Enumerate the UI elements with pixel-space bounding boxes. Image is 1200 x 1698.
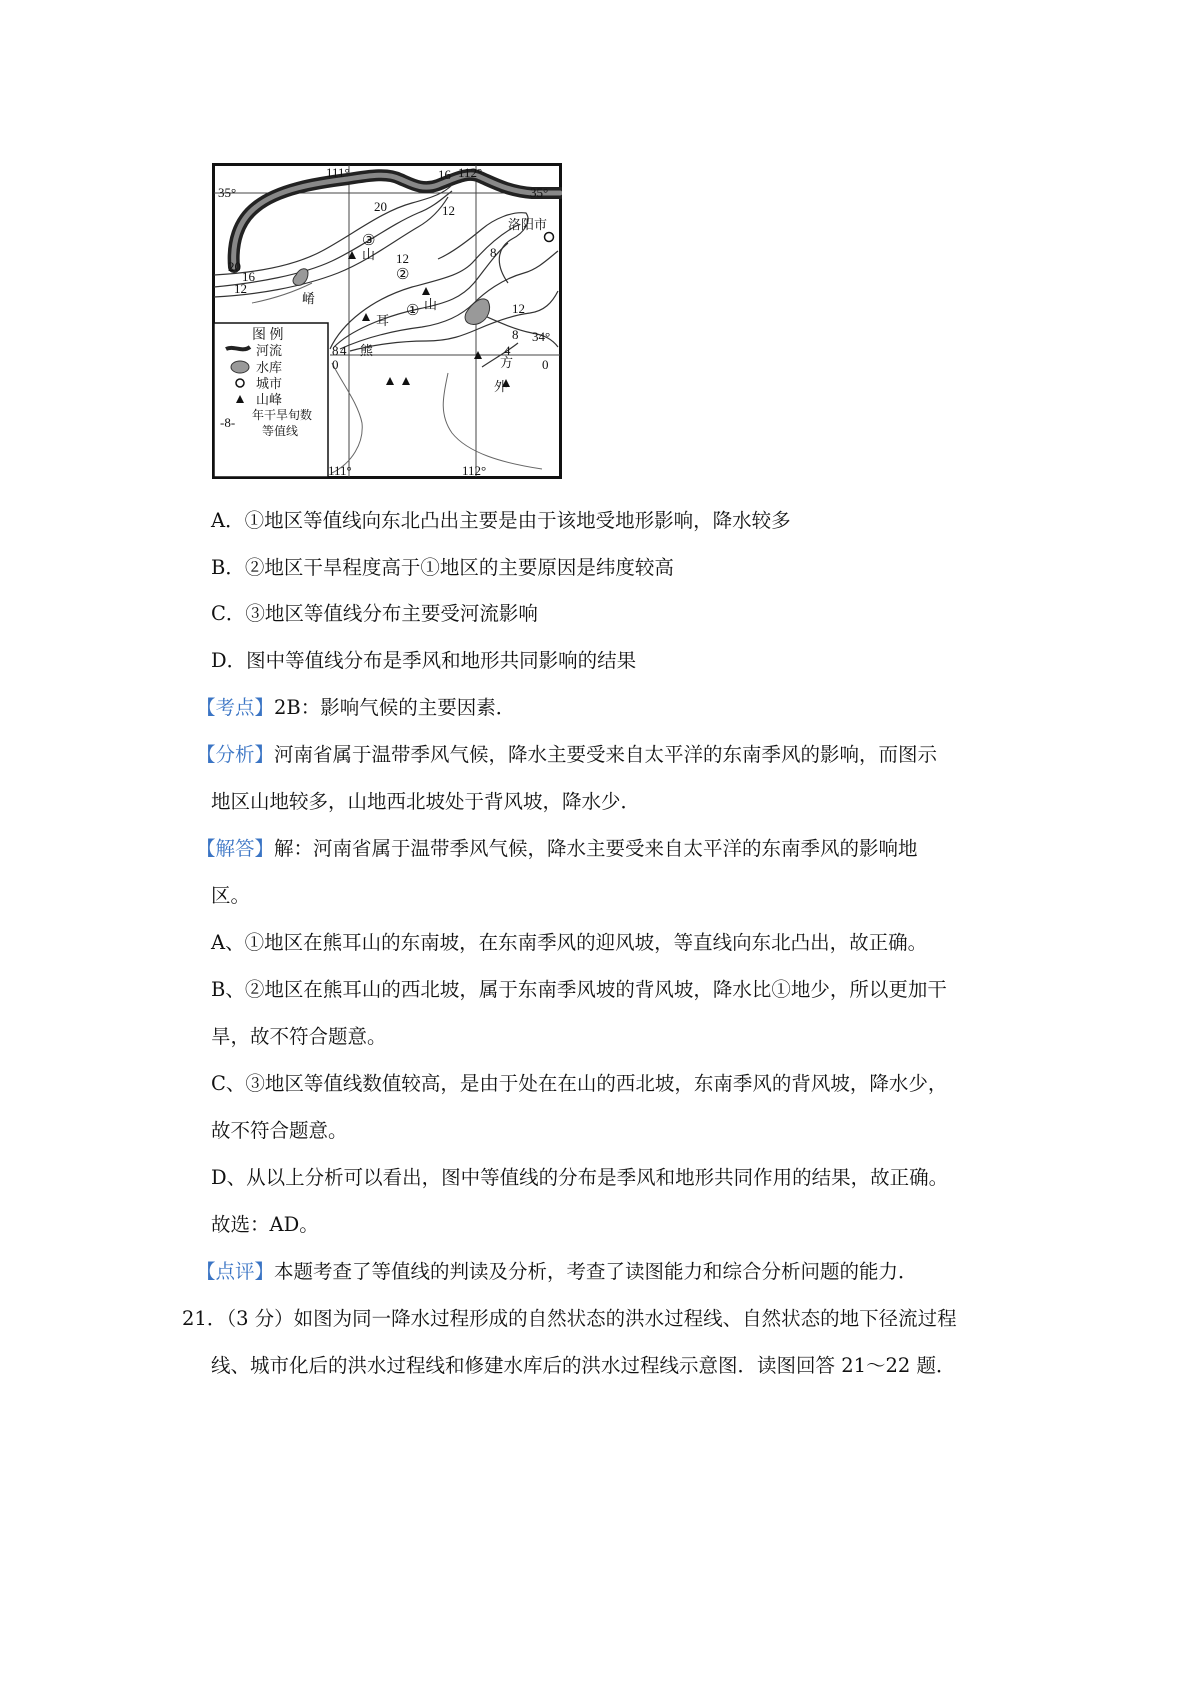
- kaodian-tag: 【考点】: [196, 696, 275, 719]
- kaodian-line: [196, 695, 515, 721]
- legend-contour-sample: -8-: [220, 415, 236, 430]
- lat-label-35-right: 35°: [530, 185, 549, 200]
- contour-value: 8: [512, 327, 519, 342]
- contour-value: 8: [490, 245, 497, 260]
- place-label-er: 耳: [376, 313, 390, 328]
- option-d: D．图中等值线分布是季风和地形共同影响的结果: [211, 649, 637, 672]
- kaodian-text: 2B：影响气候的主要因素．: [274, 696, 516, 719]
- jieda-b-2: 旱，故不符合题意。: [211, 1025, 387, 1048]
- dianping-text: 本题考查了等值线的判读及分析，考查了读图能力和综合分析问题的能力．: [274, 1260, 918, 1283]
- jieda-b-1: B、②地区在熊耳山的西北坡，属于东南季风坡的背风坡，降水比①地少，所以更加干: [211, 978, 947, 1001]
- city-label-luoyang: 洛阳市: [508, 217, 548, 232]
- lat-label-34: 34°: [532, 329, 551, 344]
- contour-value: 4: [340, 343, 347, 358]
- lon-label-112-top: 112°: [458, 165, 483, 180]
- place-label-shan: 山: [424, 297, 438, 312]
- fenxi-line-2: 地区山地较多，山地西北坡处于背风坡，降水少．: [211, 790, 641, 813]
- jieda-line-1: [196, 836, 918, 862]
- river-icon: [226, 347, 250, 349]
- contour-value: 0: [332, 357, 339, 372]
- contour-value: 12: [512, 301, 525, 316]
- circled-2: ②: [396, 267, 410, 283]
- option-c: C．③地区等值线分布主要受河流影响: [211, 602, 538, 625]
- legend-item-river: 河流: [256, 343, 283, 358]
- contour-value: 12: [396, 251, 409, 266]
- legend-title: 图 例: [252, 328, 284, 343]
- reservoir-icon: [231, 361, 249, 373]
- lat-label-35-left: 35°: [218, 185, 237, 200]
- lon-label-111-bottom: 111°: [328, 463, 352, 478]
- contour-value: 12: [442, 203, 455, 218]
- jieda-c-2: 故不符合题意。: [211, 1119, 348, 1142]
- legend-item-city: 城市: [256, 376, 283, 391]
- city-icon: [236, 379, 244, 387]
- place-label-shan: 山: [362, 247, 376, 262]
- jieda-tag: 【解答】: [196, 837, 275, 860]
- option-b: B．②地区干旱程度高于①地区的主要原因是纬度较高: [211, 556, 674, 579]
- legend-item-contour: 等值线: [262, 424, 299, 438]
- place-label-xiao: 崤: [302, 291, 316, 306]
- jieda-text-1: 解：河南省属于温带季风气候，降水主要受来自太平洋的东南季风的影响地: [274, 837, 918, 860]
- lon-label-111-top: 111°: [326, 165, 350, 180]
- jieda-d: D、从以上分析可以看出，图中等值线的分布是季风和地形共同作用的结果，故正确。: [211, 1166, 949, 1189]
- contour-value: 8: [332, 343, 339, 358]
- option-a: A．①地区等值线向东北凸出主要是由于该地受地形影响，降水较多: [211, 509, 791, 532]
- dianping-tag: 【点评】: [196, 1260, 275, 1283]
- map-legend: [214, 323, 328, 477]
- fenxi-tag: 【分析】: [196, 743, 275, 766]
- jieda-c-1: C、③地区等值线数值较高，是由于处在在山的西北坡，东南季风的背风坡，降水少，: [211, 1072, 948, 1095]
- jieda-line-2: 区。: [211, 884, 251, 907]
- contour-value: 12: [234, 281, 247, 296]
- question-21-line-2: 线、城市化后的洪水过程线和修建水库后的洪水过程线示意图．读图回答 21～22 题．: [211, 1354, 956, 1377]
- circled-1: ①: [406, 303, 420, 319]
- contour-value: 16: [242, 269, 255, 284]
- contour-value: 4: [504, 343, 511, 358]
- place-label-fang: 方: [500, 355, 514, 370]
- place-label-xiong: 熊: [360, 343, 374, 358]
- contour-value: 16: [438, 167, 451, 182]
- circled-3: ③: [362, 233, 376, 249]
- place-label-wai: 外: [494, 379, 508, 394]
- drought-contour-map: [212, 163, 562, 479]
- legend-item-reservoir: 水库: [256, 360, 283, 375]
- question-21-line-1: 21．（3 分）如图为同一降水过程形成的自然状态的洪水过程线、自然状态的地下径流过程: [182, 1307, 957, 1330]
- dianping-line: [196, 1259, 918, 1285]
- contour-value: 20: [374, 199, 387, 214]
- lon-label-112-bottom: 112°: [462, 463, 487, 478]
- city-icon: [545, 233, 554, 242]
- legend-item-drought: 年干旱旬数: [252, 408, 313, 422]
- jieda-a: A、①地区在熊耳山的东南坡，在东南季风的迎风坡，等直线向东北凸出，故正确。: [211, 931, 928, 954]
- jieda-answer: 故选：AD。: [211, 1213, 319, 1236]
- contour-value: 0: [542, 357, 549, 372]
- fenxi-line-1: [196, 742, 937, 768]
- legend-item-peak: 山峰: [256, 392, 283, 407]
- contour-value: 20: [228, 259, 241, 274]
- fenxi-text-1: 河南省属于温带季风气候，降水主要受来自太平洋的东南季风的影响，而图示: [274, 743, 938, 766]
